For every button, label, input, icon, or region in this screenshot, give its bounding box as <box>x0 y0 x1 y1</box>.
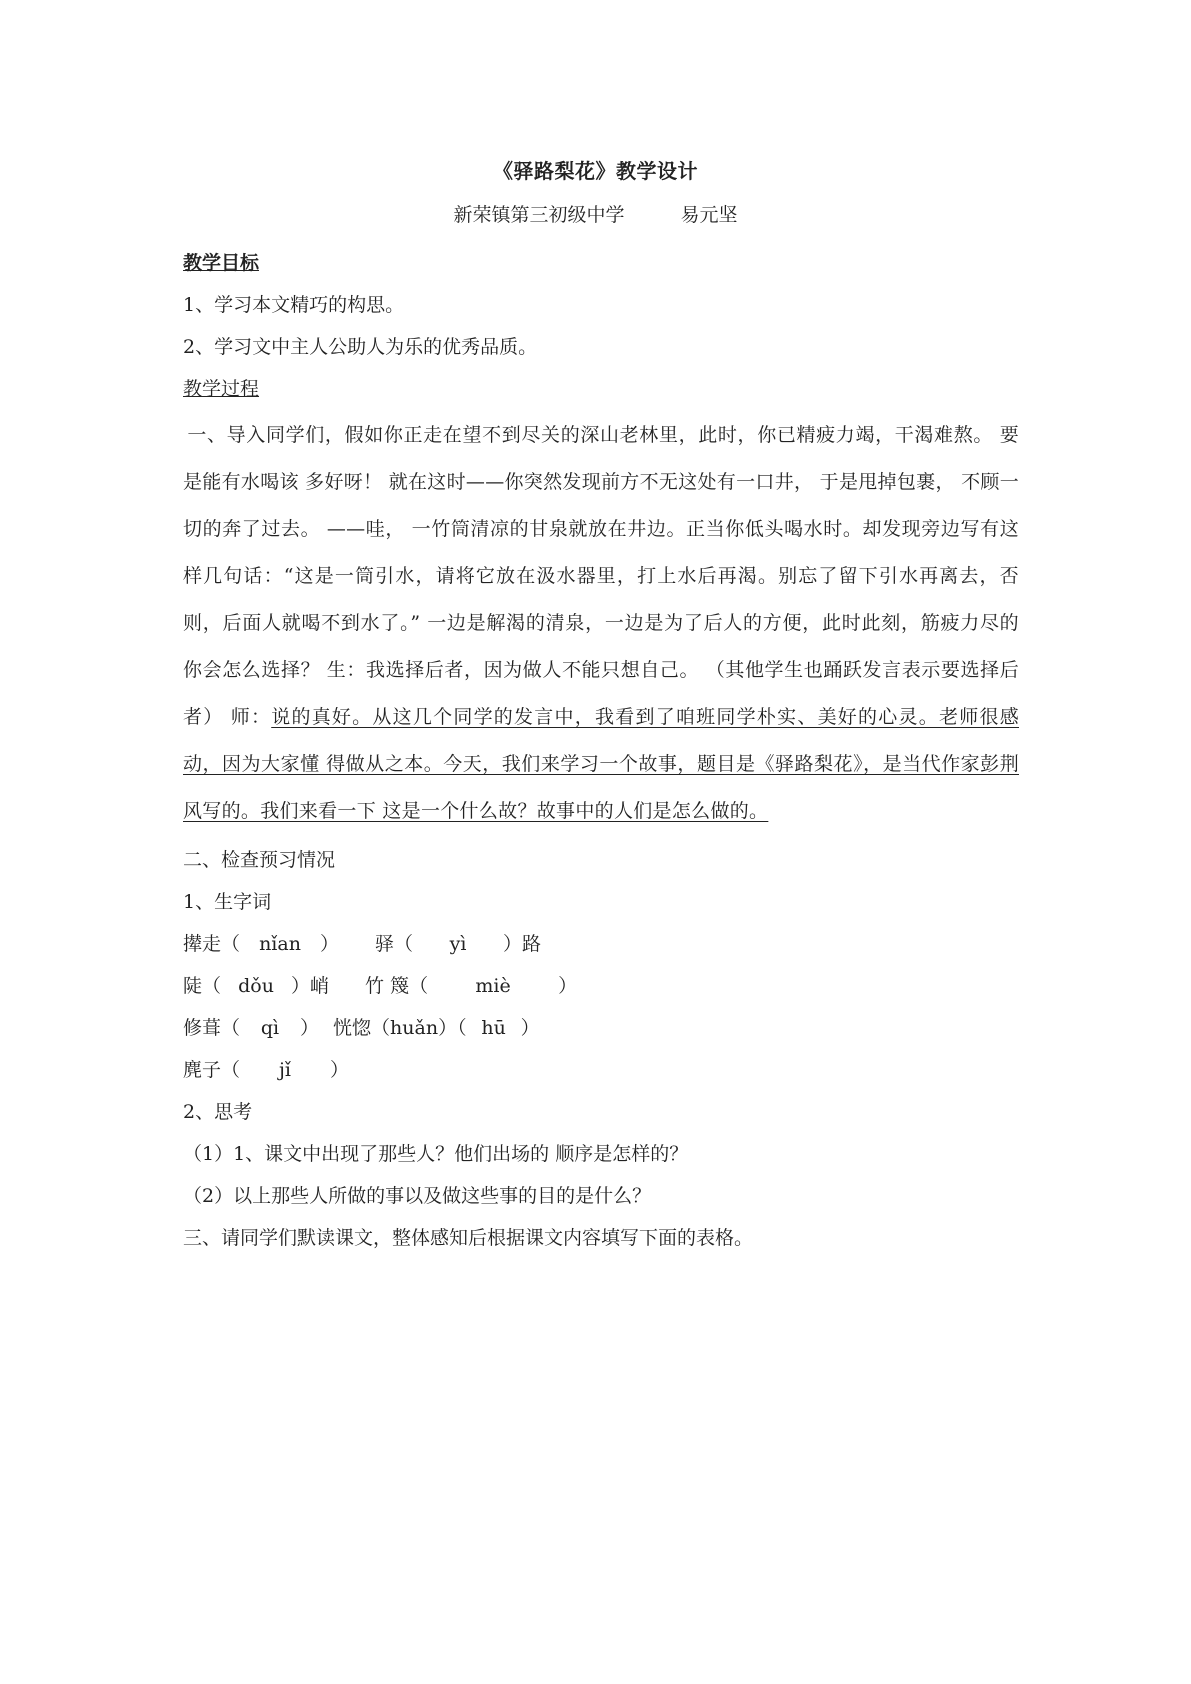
vocab-word: 竹 篾（ <box>365 975 429 997</box>
vocab-word: ） <box>558 975 578 997</box>
vocab-word: 麂子（ <box>183 1059 241 1081</box>
process-heading: 教学过程 <box>183 378 260 400</box>
vocab-word: ） <box>300 1017 320 1039</box>
vocab-word: 撵走（ <box>183 933 241 955</box>
goals-heading: 教学目标 <box>183 252 260 274</box>
vocab-word: 陡（ <box>183 975 222 997</box>
pinyin: yì <box>449 933 467 955</box>
subsection-heading: 2、思考 <box>183 1101 253 1123</box>
pinyin: hū <box>481 1017 506 1039</box>
vocab-row <box>183 923 1019 965</box>
vocab-word: ） <box>520 1017 540 1039</box>
intro-paragraph <box>183 412 1019 835</box>
pinyin: dǒu <box>238 975 274 997</box>
document-body <box>183 242 1019 1259</box>
intro-text: 一、导入同学们，假如你正走在望不到尽关的深山老林里，此时，你已精疲力竭，干渴难熬。 要是能有水喝该 多好呀！ 就在这时——你突然发现前方不无这处有一口井， 于是甩掉包裹， 不顾一切的奔了过去。 ——哇， 一竹筒清凉的甘泉就放在井边。正当你低头喝水时。却发现旁边写有这样几句话：“这是一筒引水，请将它放在汲水器里，打上水后再渴。别忘了留下引水再离去，否则，后面人就喝不到水了。” 一边是解渴的清泉，一边是为了后人的方便，此时此刻，筋疲力尽的你会怎么选择？ 生：我选择后者，因为做人不能只想自己。 （其他学生也踊跃发言表示要选择后者） 师： <box>183 424 1019 728</box>
vocab-word: ） <box>320 933 340 955</box>
byline <box>0 200 1191 227</box>
subsection-heading: 1、生字词 <box>183 891 272 913</box>
pinyin: nǐan <box>259 933 301 955</box>
document-title: 《驿路梨花》教学设计 <box>493 159 698 183</box>
vocab-row <box>183 965 1019 1007</box>
vocab-word: ）峭 <box>291 975 330 997</box>
intro-underlined-text: 说的真好。从这几个同学的发言中，我看到了咱班同学朴实、美好的心灵。老师很感动，因为大家懂 得做从之本。今天，我们来学习一个故事，题目是《驿路梨花》，是当代作家彭荆风写的。我们来看一下 这是一个什么故？故事中的人们是怎么做的。 <box>183 706 1019 822</box>
vocab-word: 修葺（ <box>183 1017 241 1039</box>
section-heading: 三、请同学们默读课文，整体感知后根据课文内容填写下面的表格。 <box>183 1227 754 1249</box>
school-name: 新荣镇第三初级中学 <box>453 204 625 226</box>
vocab-row <box>183 1007 1019 1049</box>
goal-item: 1、学习本文精巧的构思。 <box>183 294 405 316</box>
section-heading: 二、检查预习情况 <box>183 849 336 871</box>
pinyin: qì <box>260 1017 280 1039</box>
question-item: （2）以上那些人所做的事以及做这些事的目的是什么？ <box>183 1185 652 1207</box>
pinyin: jǐ <box>279 1059 291 1081</box>
vocab-word: 驿（ <box>375 933 414 955</box>
vocab-word: ）路 <box>503 933 542 955</box>
goal-item: 2、学习文中主人公助人为乐的优秀品质。 <box>183 336 538 358</box>
author-name: 易元坚 <box>680 204 738 226</box>
vocab-word: 恍惚（huǎn）（ <box>333 1017 467 1039</box>
vocab-word: ） <box>330 1059 350 1081</box>
question-item: （1）1、课文中出现了那些人？他们出场的 顺序是怎样的？ <box>183 1143 689 1165</box>
vocab-row <box>183 1049 1019 1091</box>
pinyin: miè <box>475 975 511 997</box>
